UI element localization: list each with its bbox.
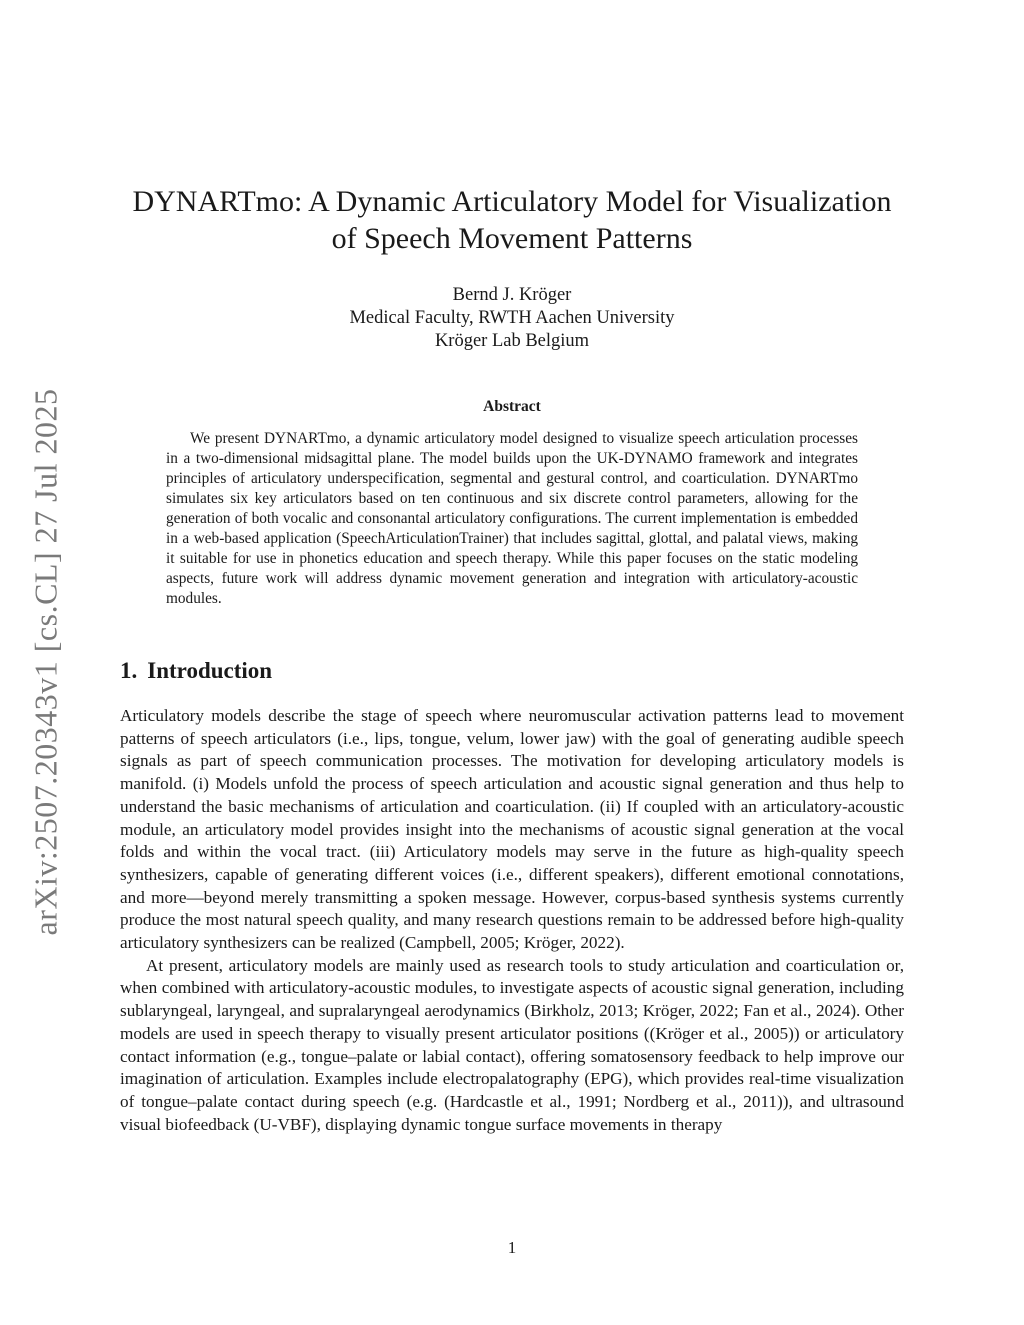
body-text xyxy=(120,705,904,1136)
paragraph: At present, articulatory models are mainly used as research tools to study articulation and coarticulation or, when combined with articulatory-acoustic modules, to investigate aspects of acoustic signal generation, including sublaryngeal, laryngeal, and supralaryngeal aerodynamics (Birkholz, 2013; Kröger, 2022; Fan et al., 2024). Other models are used in speech therapy to visually present articulator positions ((Kröger et al., 2005)) or articulatory contact information (e.g., tongue–palate or labial contact), offering somatosensory feedback to help improve our imagination of articulation. Examples include electropalatography (EPG), which provides real-time visualization of tongue–palate contact during speech (e.g. (Hardcastle et al., 1991; Nordberg et al., 2011)), and ultrasound visual biofeedback (U-VBF), displaying dynamic tongue surface movements in therapy xyxy=(120,955,904,1134)
author-affiliation: Kröger Lab Belgium xyxy=(434,331,590,351)
author-name: Bernd J. Kröger xyxy=(452,285,572,305)
abstract-heading: Abstract xyxy=(483,398,541,415)
author-affiliation: Medical Faculty, RWTH Aachen University xyxy=(349,308,675,328)
paragraph: Articulatory models describe the stage of speech where neuromuscular activation patterns lead to movement patterns of speech articulators (i.e., lips, tongue, velum, lower jaw) with the goal of generating audible speech signals as part of speech communication processes. The motivation for developing articulatory models is manifold. (i) Models unfold the process of speech articulation and acoustic signal generation and thus help to understand the basic mechanisms of articulation and coarticulation. (ii) If coupled with an articulatory-acoustic module, an articulatory model provides insight into the mechanisms of acoustic signal generation at the vocal folds and within the vocal tract. (iii) Articulatory models may serve in the future as high-quality speech synthesizers, capable of generating different voices (i.e., different speakers), different emotional connotations, and more—beyond merely transmitting a spoken message. However, corpus-based synthesis systems currently produce the most natural speech quality, and many research questions remain to be addressed before high-quality articulatory synthesizers can be realized (Campbell, 2005; Kröger, 2022). xyxy=(120,706,904,953)
abstract-text: We present DYNARTmo, a dynamic articulatory model designed to visualize speech articulation processes in a two-dimensional midsagittal plane. The model builds upon the UK-DYNAMO framework and integrates principles of articulatory underspecification, segmental and gestural control, and coarticulation. DYNARTmo simulates six key articulators based on ten continuous and six discrete control parameters, allowing for the generation of both vocalic and consonantal articulatory configurations. The current implementation is embedded in a web-based application (SpeechArticulationTrainer) that includes sagittal, glottal, and palatal views, making it suitable for use in phonetics education and speech therapy. While this paper focuses on the static modeling aspects, future work will address dynamic movement generation and integration with articulatory-acoustic modules. xyxy=(166,430,858,607)
section-heading xyxy=(120,658,272,684)
author-block xyxy=(120,284,904,353)
paper-title: DYNARTmo: A Dynamic Articulatory Model for Visualization of Speech Movement Patterns xyxy=(132,185,892,255)
page-number: 1 xyxy=(507,1238,517,1257)
section-number: 1. xyxy=(120,658,138,683)
arxiv-identifier: arXiv:2507.20343v1 [cs.CL] 27 Jul 2025 xyxy=(27,388,64,936)
section-title: Introduction xyxy=(147,658,273,683)
